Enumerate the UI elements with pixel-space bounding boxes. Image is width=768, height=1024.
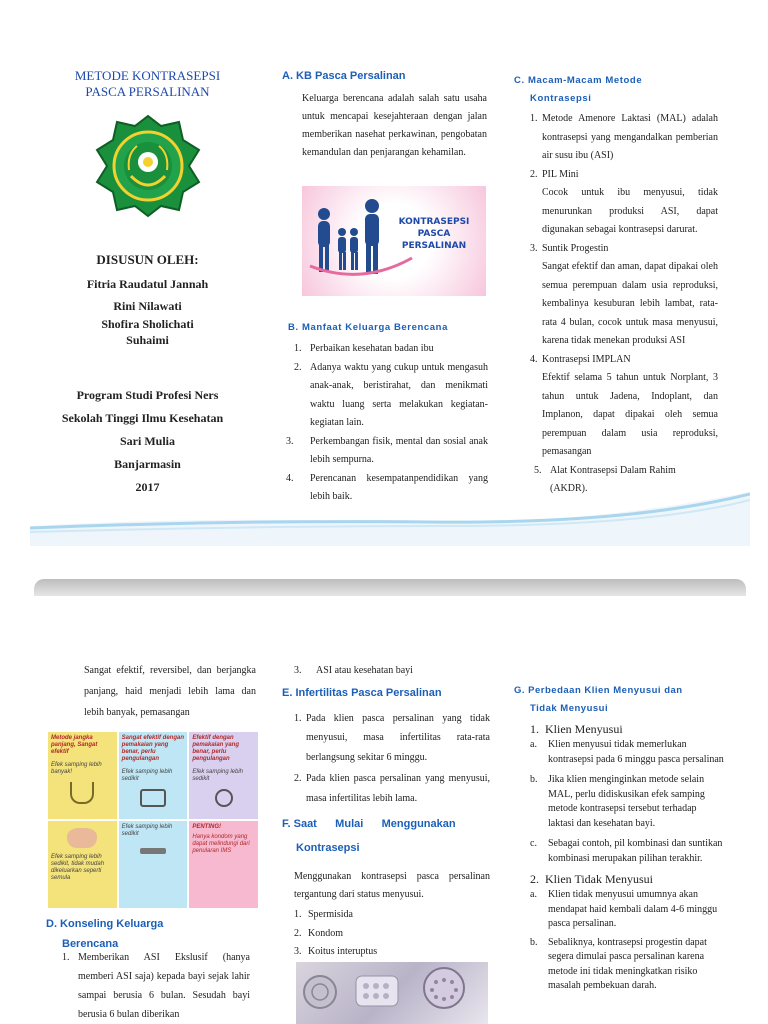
family-silhouette-icon xyxy=(318,199,379,274)
condom-icon xyxy=(215,789,233,807)
poster-panel: Efek samping lebih sedikit xyxy=(119,821,188,908)
section-b-heading: B. Manfaat Keluarga Berencana xyxy=(288,322,448,333)
author-name: Suhaimi xyxy=(126,333,169,347)
authors-heading: DISUSUN OLEH: xyxy=(96,252,199,267)
right-panel-2 xyxy=(514,596,724,994)
contraceptives-photo xyxy=(296,962,488,1024)
list-item: 4. Kontrasepsi IMPLAN Efektif selama 5 tahun untuk Norplant, 3 tahun untuk Jadena, Indoplant, dan Implanon, dapat dipakai oleh semua perempuan dalam usia reproduksi, pemasangan xyxy=(530,353,718,457)
section-f-heading: F. Saat Mulai Menggunakan Kontrasepsi xyxy=(282,818,456,854)
list-item: 2. Pada klien pasca persalinan yang menyusui, masa infertilitas lebih lama. xyxy=(294,773,490,804)
decorative-wave xyxy=(30,486,750,546)
section-g-group xyxy=(514,870,724,994)
implant-icon xyxy=(67,828,97,848)
authors-list xyxy=(50,274,245,348)
section-c-heading: C. Macam-Macam Metode Kontrasepsi xyxy=(514,75,643,104)
section-c-list xyxy=(514,110,718,499)
list-item: c. Sebagai contoh, pil kombinasi dan suntikan kombinasi merupakan pilihan terakhir. xyxy=(530,838,723,864)
section-d-list xyxy=(46,948,250,1024)
author-name: Rini Nilawati xyxy=(113,299,182,313)
pill-icon xyxy=(140,789,166,807)
list-item: b. Sebaliknya, kontrasepsi progestin dapat segera dimulai pasca persalinan karena metode ini tidak meningkatkan risiko masalah pembekuan darah. xyxy=(530,936,707,991)
list-item: 2. Adanya waktu yang cukup untuk mengasuh anak-anak, beristirahat, dan menikmati waktu luang serta melakukan kegiatan-kegiatan lain. xyxy=(294,361,488,428)
list-item: 3. Koitus interuptus xyxy=(294,946,378,957)
section-f-body: Menggunakan kontrasepsi pasca persalinan tergantung dari status menyusui. xyxy=(294,871,490,900)
poster-panel: Sangat efektif dengan pemakaian yang benar, perlu pengulangan Efek samping lebih sedikit xyxy=(119,732,188,819)
section-a-body: Keluarga berencana adalah salah satu usaha untuk mencapai kesejahteraan dengan jalan memberikan nasehat perkawinan, pengobatan kemandulan dan penjarangan kehamilan. xyxy=(302,93,487,158)
kontrasepsi-banner xyxy=(302,186,486,296)
list-item: 1. Spermisida xyxy=(294,909,353,920)
section-g-heading: G. Perbedaan Klien Menyusui dan Tidak Menyusui xyxy=(514,685,683,714)
author-name: Fitria Raudatul Jannah xyxy=(86,277,209,291)
cover-title: METODE KONTRASEPSI PASCA PERSALINAN xyxy=(74,68,221,99)
poster-panel: PENTING! Hanya kondom yang dapat melindungi dari penularan IMS xyxy=(189,821,258,908)
list-item: 5. Alat Kontrasepsi Dalam Rahim (AKDR). xyxy=(534,464,676,494)
list-item: b. Jika klien menginginkan metode selain MAL, perlu didiskusikan efek samping metode kontrasepsi tersebut terhadap laktasi dan kesehatan bayi. xyxy=(530,774,705,829)
iud-icon xyxy=(70,782,94,804)
list-item: 3. Suntik Progestin Sangat efektif dan aman, dapat dipakai oleh semua perempuan dalam usia reproduksi, kembalinya kesuburan lebih lambat, rata-rata 4 bulan, cocok untuk masa menyusui, karena tidak menekan produksi ASI xyxy=(530,242,718,346)
list-item: 4. Perencanan kesempatanpendidikan yang lebih baik. xyxy=(286,472,488,502)
list-item: a. Klien menyusui tidak memerlukan kontrasepsi pada 6 minggu pasca persalinan xyxy=(530,739,724,765)
page-separator xyxy=(34,579,746,596)
injection-icon xyxy=(140,848,166,854)
list-item: 2. PIL Mini Cocok untuk ibu menyusui, tidak menurunkan produksi ASI, dapat digunakan sebagai kontrasepsi darurat. xyxy=(530,168,718,235)
intro-text: Sangat efektif, reversibel, dan berjangka panjang, haid menjadi lebih lama dan lebih banyak, pemasangan xyxy=(84,665,256,718)
section-b-list xyxy=(288,340,488,507)
middle-panel xyxy=(282,0,488,502)
list-item: 3. Perkembangan fisik, mental dan sosial anak lebih sempurna. xyxy=(286,435,488,465)
section-e-heading: E. Infertilitas Pasca Persalinan xyxy=(282,686,442,699)
list-item: 1. Metode Amenore Laktasi (MAL) adalah kontrasepsi yang mengandalkan pemberian air susu ibu (ASI) xyxy=(530,113,718,161)
group-title: 1. Klien Menyusui xyxy=(530,722,623,736)
section-f-list xyxy=(282,906,490,962)
institution-logo xyxy=(93,114,203,218)
middle-panel-2 xyxy=(282,596,490,962)
banner-text: KONTRASEPSI PASCA PERSALINAN xyxy=(398,217,470,251)
poster-panel: Efek samping lebih sedikit, tidak mudah dikeluarkan seperti semula xyxy=(48,821,117,908)
left-panel-2 xyxy=(46,596,258,1020)
section-g-group xyxy=(514,720,724,866)
list-item: 1. Memberikan ASI Ekslusif (hanya memberi ASI saja) kepada bayi sejak lahir sampai berusia 6 bulan. Sesudah bayi berusia 6 bulan diberikan xyxy=(62,952,250,1020)
section-e-list xyxy=(282,709,490,809)
list-item: 3. ASI atau kesehatan bayi xyxy=(294,665,413,676)
brochure-back-page xyxy=(0,596,768,1024)
institution-block: Program Studi Profesi Ners Sekolah Tinggi Ilmu Kesehatan Sari Mulia Banjarmasin 2017 xyxy=(61,388,224,494)
poster-panel: Efektif dengan pemakaian yang benar, perlu pengulangan Efek samping lebih sedikit xyxy=(189,732,258,819)
list-item: 2. Kondom xyxy=(294,927,343,939)
group-title: 2. Klien Tidak Menyusui xyxy=(530,872,654,886)
list-item: a. Klien tidak menyusui umumnya akan mendapat haid kembali dalam 4-6 minggu pasca persalinan. xyxy=(530,889,718,929)
right-panel xyxy=(514,0,718,499)
contraception-poster xyxy=(48,732,258,908)
section-a-heading: A. KB Pasca Persalinan xyxy=(282,70,406,82)
list-item: 1. Perbaikan kesehatan badan ibu xyxy=(294,343,434,354)
section-d-heading: D. Konseling Keluarga Berencana xyxy=(46,918,164,950)
list-item: 1. Pada klien pasca persalinan yang tidak menyusui, masa infertilitas rata-rata berlangsung sekitar 6 minggu. xyxy=(294,712,490,763)
author-name: Shofira Sholichati xyxy=(101,317,194,331)
poster-panel: Metode jangka panjang, Sangat efektif Efek samping lebih banyak! xyxy=(48,732,117,819)
cover-panel xyxy=(50,0,245,499)
